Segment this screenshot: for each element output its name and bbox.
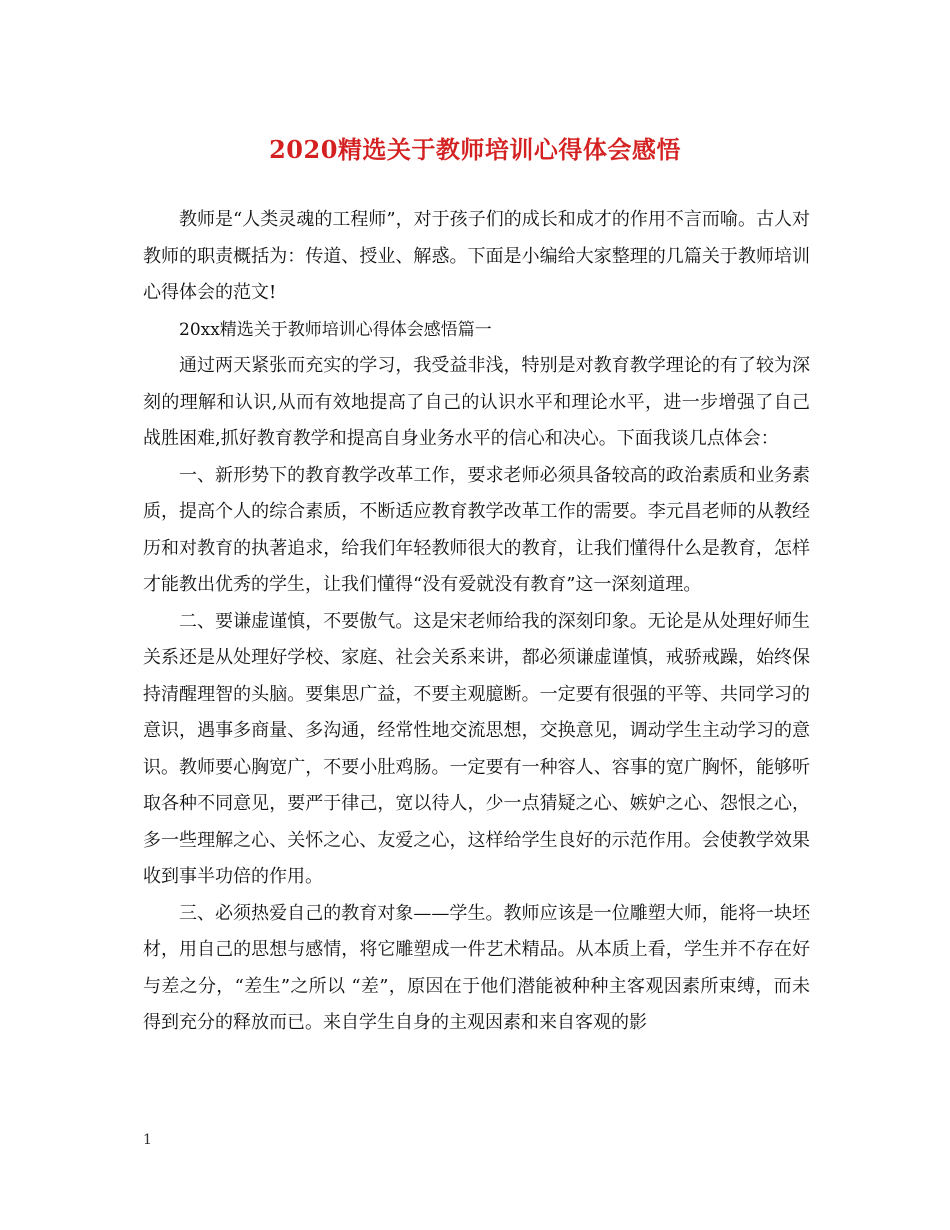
body-paragraph-1: 通过两天紧张而充实的学习，我受益非浅，特别是对教育教学理论的有了较为深刻的理解和认识,从而有效地提高了自己的认识水平和理论水平，进一步增强了自己战胜困难,抓好教育教学和提高自身业务水平的信心和决心。下面我谈几点体会： (143, 355, 810, 449)
body-paragraph-4: 三、必须热爱自己的教育对象——学生。教师应该是一位雕塑大师，能将一块坯材，用自己的思想与感情，将它雕塑成一件艺术精品。从本质上看，学生并不存在好与差之分，“差生”之所以 “差”，原因在于他们潜能被种种主客观因素所束缚，而未得到充分的释放而已。来自学生自身的主观因素和来自客观的影 (143, 902, 810, 1033)
document-body (143, 202, 810, 1042)
page-title: 2020精选关于教师培训心得体会感悟 (269, 135, 681, 164)
intro-paragraph: 教师是“人类灵魂的工程师”，对于孩子们的成长和成才的作用不言而喻。古人对教师的职责概括为：传道、授业、解惑。下面是小编给大家整理的几篇关于教师培训心得体会的范文! (143, 209, 810, 303)
section-heading: 20xx精选关于教师培训心得体会感悟篇一 (179, 319, 492, 340)
page-number: 1 (143, 1132, 152, 1148)
body-paragraph-2: 一、新形势下的教育教学改革工作，要求老师必须具备较高的政治素质和业务素质，提高个人的综合素质，不断适应教育教学改革工作的需要。李元昌老师的从教经历和对教育的执著追求，给我们年轻教师很大的教育，让我们懂得什么是教育，怎样才能教出优秀的学生，让我们懂得“没有爱就没有教育”这一深刻道理。 (143, 464, 810, 595)
body-paragraph-3: 二、要谦虚谨慎，不要傲气。这是宋老师给我的深刻印象。无论是从处理好师生关系还是从处理好学校、家庭、社会关系来讲，都必须谦虚谨慎，戒骄戒躁，始终保持清醒理智的头脑。要集思广益，不要主观臆断。一定要有很强的平等、共同学习的意识，遇事多商量、多沟通，经常性地交流思想，交换意见，调动学生主动学习的意识。教师要心胸宽广，不要小肚鸡肠。一定要有一种容人、容事的宽广胸怀，能够听取各种不同意见，要严于律己，宽以待人，少一点猜疑之心、嫉妒之心、怨恨之心，多一些理解之心、关怀之心、友爱之心，这样给学生良好的示范作用。会使教学效果收到事半功倍的作用。 (143, 610, 810, 887)
